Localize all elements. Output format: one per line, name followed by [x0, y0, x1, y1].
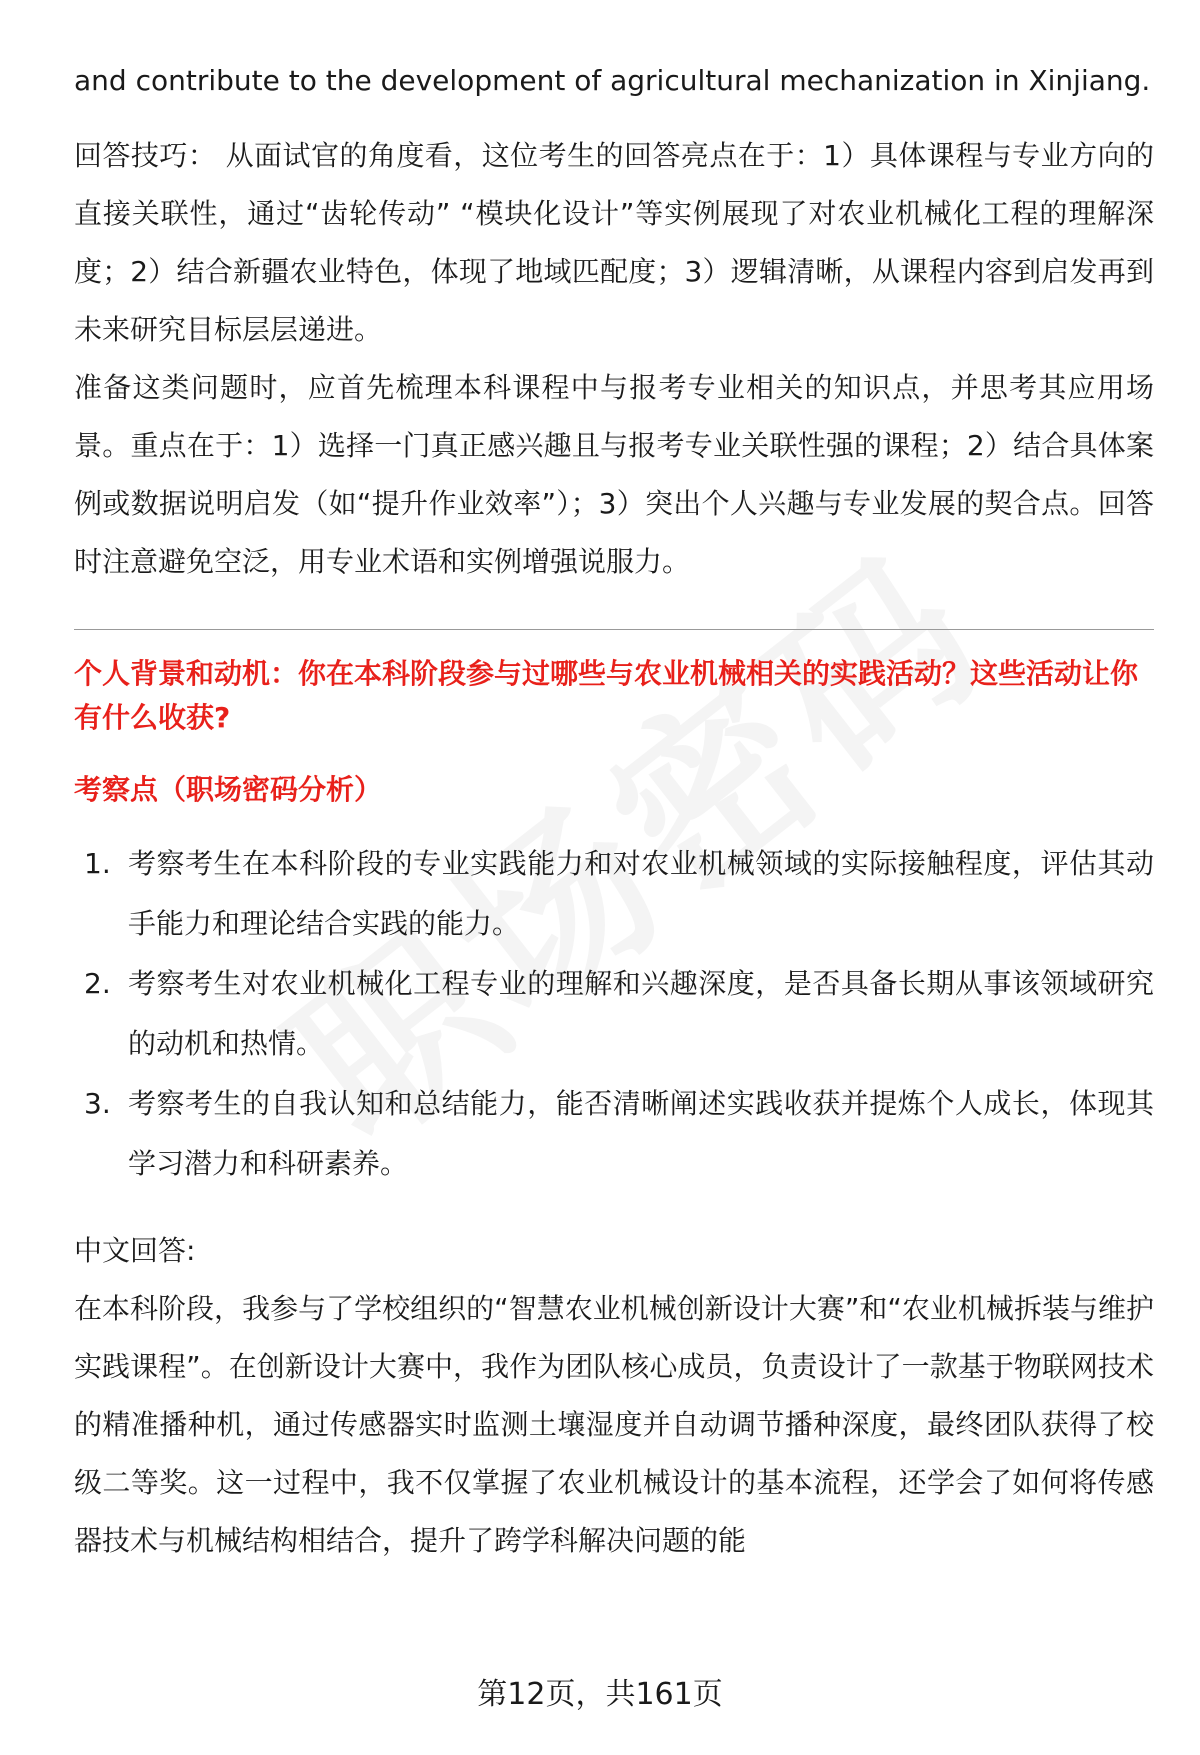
list-item [74, 954, 1154, 1074]
list-item-number: 2. [84, 967, 111, 1000]
preparation-tips-paragraph: 准备这类问题时，应首先梳理本科课程中与报考专业相关的知识点，并思考其应用场景。重点在于：1）选择一门真正感兴趣且与报考专业关联性强的课程；2）结合具体案例或数据说明启发（如“提升作业效率”）；3）突出个人兴趣与专业发展的契合点。回答时注意避免空泛，用专业术语和实例增强说服力。 [74, 371, 1154, 578]
list-item-text: 考察考生的自我认知和总结能力，能否清晰阐述实践收获并提炼个人成长，体现其学习潜力和科研素养。 [128, 1087, 1154, 1180]
focus-points-list [74, 834, 1154, 1194]
document-page [74, 50, 1154, 1570]
page-number: 第12页，共161页 [477, 1677, 723, 1712]
focus-heading: 考察点（职场密码分析） [74, 773, 383, 806]
list-item-number: 3. [84, 1087, 111, 1120]
answer-tips-paragraph: 回答技巧： 从面试官的角度看，这位考生的回答亮点在于：1）具体课程与专业方向的直接关联性，通过“齿轮传动” “模块化设计”等实例展现了对农业机械化工程的理解深度；2）结合新疆农业特色，体现了地域匹配度；3）逻辑清晰，从课程内容到启发再到未来研究目标层层递进。 [74, 139, 1154, 346]
answer-label: 中文回答: [74, 1234, 196, 1267]
list-item-text: 考察考生对农业机械化工程专业的理解和兴趣深度，是否具备长期从事该领域研究的动机和热情。 [128, 967, 1154, 1060]
answer-paragraph: 在本科阶段，我参与了学校组织的“智慧农业机械创新设计大赛”和“农业机械拆装与维护实践课程”。在创新设计大赛中，我作为团队核心成员，负责设计了一款基于物联网技术的精准播种机，通过传感器实时监测土壤湿度并自动调节播种深度，最终团队获得了校级二等奖。这一过程中，我不仅掌握了农业机械设计的基本流程，还学会了如何将传感器技术与机械结构相结合，提升了跨学科解决问题的能 [74, 1292, 1154, 1557]
intro-english-paragraph: and contribute to the development of agricultural mechanization in Xinjiang. [74, 64, 1151, 97]
list-item-text: 考察考生在本科阶段的专业实践能力和对农业机械领域的实际接触程度，评估其动手能力和理论结合实践的能力。 [128, 847, 1154, 940]
list-item-number: 1. [84, 847, 111, 880]
list-item [74, 834, 1154, 954]
list-item [74, 1074, 1154, 1194]
question-title: 个人背景和动机：你在本科阶段参与过哪些与农业机械相关的实践活动？这些活动让你有什么收获? [74, 657, 1139, 734]
section-divider [74, 629, 1154, 630]
